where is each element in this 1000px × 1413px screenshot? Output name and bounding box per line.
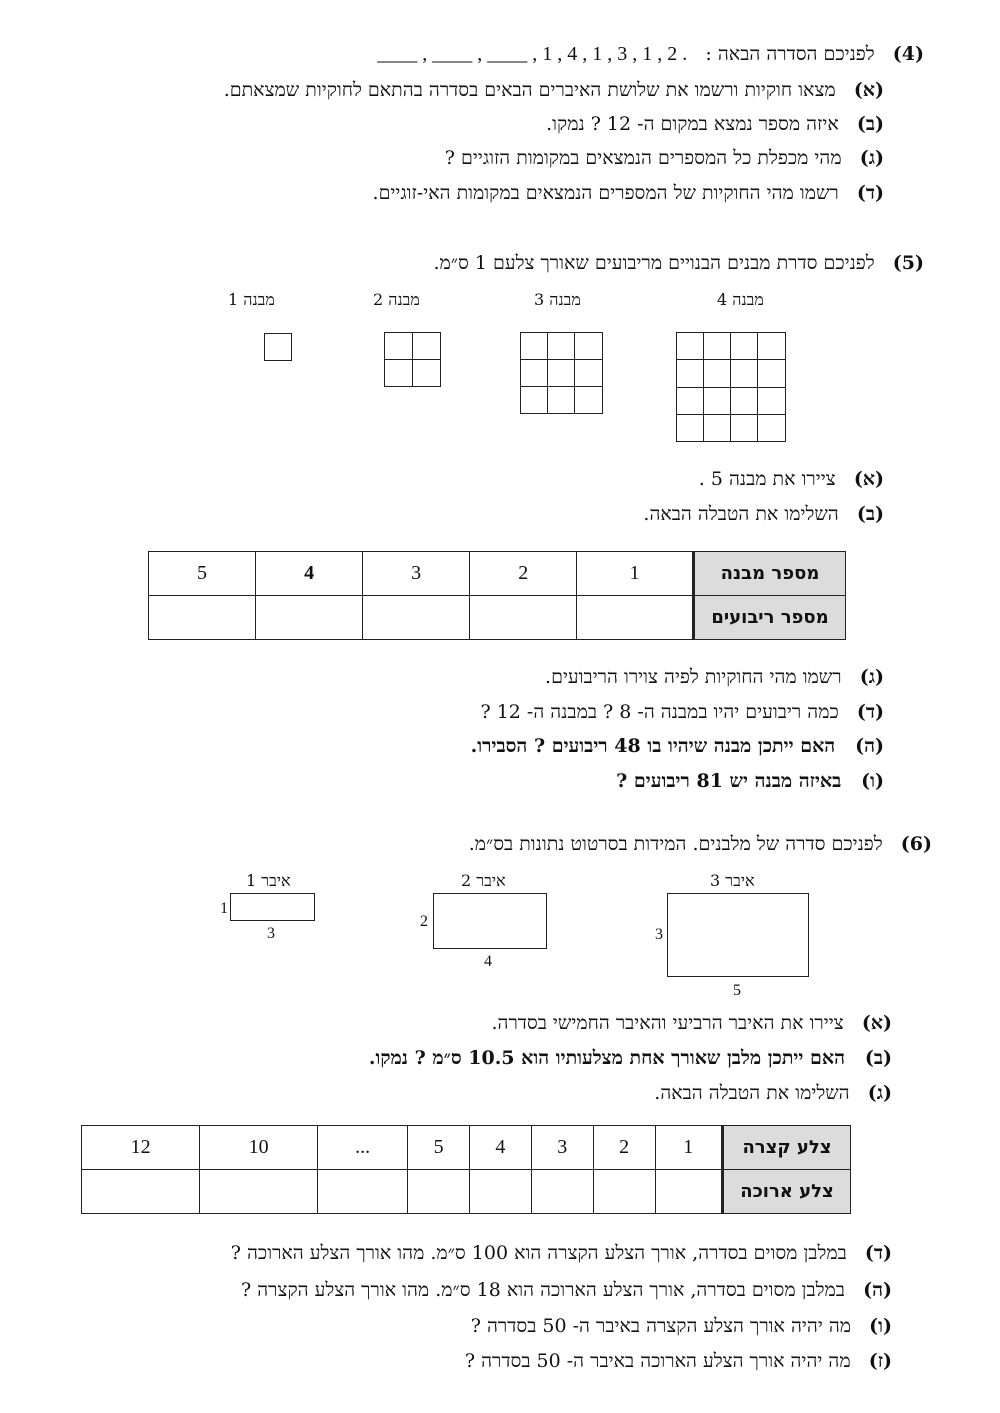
table-cell: 1 — [655, 1126, 722, 1170]
q5-item-d: (ד) כמה ריבועים יהיו במבנה ה- 8 ? במבנה ה- 12 ? — [480, 701, 884, 723]
table-cell: 10 — [200, 1126, 318, 1170]
table-row — [82, 1126, 851, 1170]
table-answer-cell[interactable] — [655, 1170, 722, 1214]
structure-1-label: מבנה 1 — [228, 290, 275, 309]
table-answer-cell[interactable] — [577, 596, 694, 640]
table-header-square-count: מספר ריבועים — [694, 596, 846, 640]
rect-2-label: איבר 2 — [461, 871, 506, 890]
table-answer-cell[interactable] — [470, 1170, 532, 1214]
q6-item-b: (ב) האם ייתכן מלבן שאורך אחת מצלעותיו הוא 10.5 ס״מ ? נמקו. — [368, 1047, 892, 1069]
q4-item-d: (ד) רשמו מהי החוקיות של המספרים הנמצאים במקומות האי-זוגיים. — [372, 182, 884, 204]
q4-intro: לפניכם הסדרה הבאה : — [705, 43, 875, 65]
rect-2 — [433, 893, 547, 949]
structure-2-grid — [384, 332, 441, 387]
rect-1-label: איבר 1 — [246, 871, 291, 890]
table-cell: 4 — [470, 1126, 532, 1170]
q4-item-a: (א) מצאו חוקיות ורשמו את שלושת האיברים הבאים בסדרה בהתאם לחוקיות שמצאתם. — [223, 79, 884, 101]
structure-4-grid — [676, 332, 786, 442]
table-answer-cell[interactable] — [149, 596, 256, 640]
table-answer-cell[interactable] — [408, 1170, 470, 1214]
q4-item-c: (ג) מהי מכפלת כל המספרים הנמצאים במקומות הזוגיים ? — [444, 147, 884, 169]
table-answer-cell[interactable] — [363, 596, 470, 640]
table-row — [149, 552, 846, 596]
q6-item-c: (ג) השלימו את הטבלה הבאה. — [654, 1082, 892, 1104]
q6-heading — [469, 832, 932, 856]
table-cell: 5 — [149, 552, 256, 596]
table-header-short-side: צלע קצרה — [723, 1126, 851, 1170]
q5-number: (5) — [892, 252, 924, 274]
rect-3-label: איבר 3 — [710, 871, 755, 890]
rect-2-width: 4 — [484, 953, 492, 970]
structure-1-grid — [264, 333, 292, 361]
q5-item-a: (א) ציירו את מבנה 5 . — [698, 468, 884, 490]
table-cell: 2 — [470, 552, 577, 596]
table-cell: 5 — [408, 1126, 470, 1170]
rect-3-width: 5 — [733, 982, 741, 999]
q5-item-f: (ו) באיזה מבנה יש 81 ריבועים ? — [616, 770, 884, 792]
table-cell: 1 — [577, 552, 694, 596]
q4-number: (4) — [892, 43, 924, 65]
table-answer-cell[interactable] — [200, 1170, 318, 1214]
table-answer-cell[interactable] — [318, 1170, 408, 1214]
structures-table — [148, 551, 846, 640]
table-answer-cell[interactable] — [256, 596, 363, 640]
q6-item-f: (ו) מה יהיה אורך הצלע הקצרה באיבר ה- 50 בסדרה ? — [470, 1315, 892, 1337]
table-cell: 2 — [593, 1126, 655, 1170]
structure-3-label: מבנה 3 — [534, 290, 581, 309]
q4-heading — [377, 42, 924, 66]
table-answer-cell[interactable] — [531, 1170, 593, 1214]
structure-4-label: מבנה 4 — [717, 290, 764, 309]
q5-item-c: (ג) רשמו מהי החוקיות לפיה צוירו הריבועים. — [545, 666, 884, 688]
q5-item-e: (ה) האם ייתכן מבנה שיהיו בו 48 ריבועים ? הסבירו. — [470, 735, 884, 757]
table-cell: 4 — [256, 552, 363, 596]
table-answer-cell[interactable] — [593, 1170, 655, 1214]
q6-item-g: (ז) מה יהיה אורך הצלע הארוכה באיבר ה- 50 בסדרה ? — [464, 1350, 892, 1372]
q5-intro: לפניכם סדרת מבנים הבנויים מריבועים שאורך צלעם 1 ס״מ. — [433, 252, 875, 274]
q6-intro: לפניכם סדרה של מלבנים. המידות בסרטוט נתונות בס״מ. — [468, 833, 883, 855]
table-cell: 12 — [82, 1126, 200, 1170]
structure-3-grid — [520, 332, 603, 414]
rect-1-height: 1 — [220, 900, 228, 917]
q6-item-e: (ה) במלבן מסוים בסדרה, אורך הצלע הארוכה הוא 18 ס״מ. מהו אורך הצלע הקצרה ? — [241, 1279, 892, 1301]
table-answer-cell[interactable] — [470, 596, 577, 640]
rect-3 — [667, 893, 809, 977]
rectangles-table — [81, 1125, 851, 1214]
q4-item-b: (ב) איזה מספר נמצא במקום ה- 12 ? נמקו. — [546, 113, 884, 135]
q6-item-a: (א) ציירו את האיבר הרביעי והאיבר החמישי בסדרה. — [491, 1012, 892, 1034]
q6-item-d: (ד) במלבן מסוים בסדרה, אורך הצלע הקצרה הוא 100 ס״מ. מהו אורך הצלע הארוכה ? — [230, 1242, 892, 1264]
table-header-structure-number: מספר מבנה — [694, 552, 846, 596]
q5-item-b: (ב) השלימו את הטבלה הבאה. — [643, 503, 884, 525]
table-answer-cell[interactable] — [82, 1170, 200, 1214]
table-cell: 3 — [363, 552, 470, 596]
table-header-long-side: צלע ארוכה — [723, 1170, 851, 1214]
table-row — [82, 1170, 851, 1214]
structure-2-label: מבנה 2 — [373, 290, 420, 309]
rect-3-height: 3 — [655, 926, 663, 943]
q4-sequence: . 2 , 1 , 3 , 1 , 4 , 1 , ____ , ____ , ____ — [377, 43, 688, 65]
q6-number: (6) — [900, 833, 932, 855]
rect-2-height: 2 — [420, 913, 428, 930]
q5-heading — [433, 251, 924, 275]
table-cell: 3 — [531, 1126, 593, 1170]
rect-1 — [230, 893, 315, 921]
table-row — [149, 596, 846, 640]
table-cell: ... — [318, 1126, 408, 1170]
rect-1-width: 3 — [267, 925, 275, 942]
